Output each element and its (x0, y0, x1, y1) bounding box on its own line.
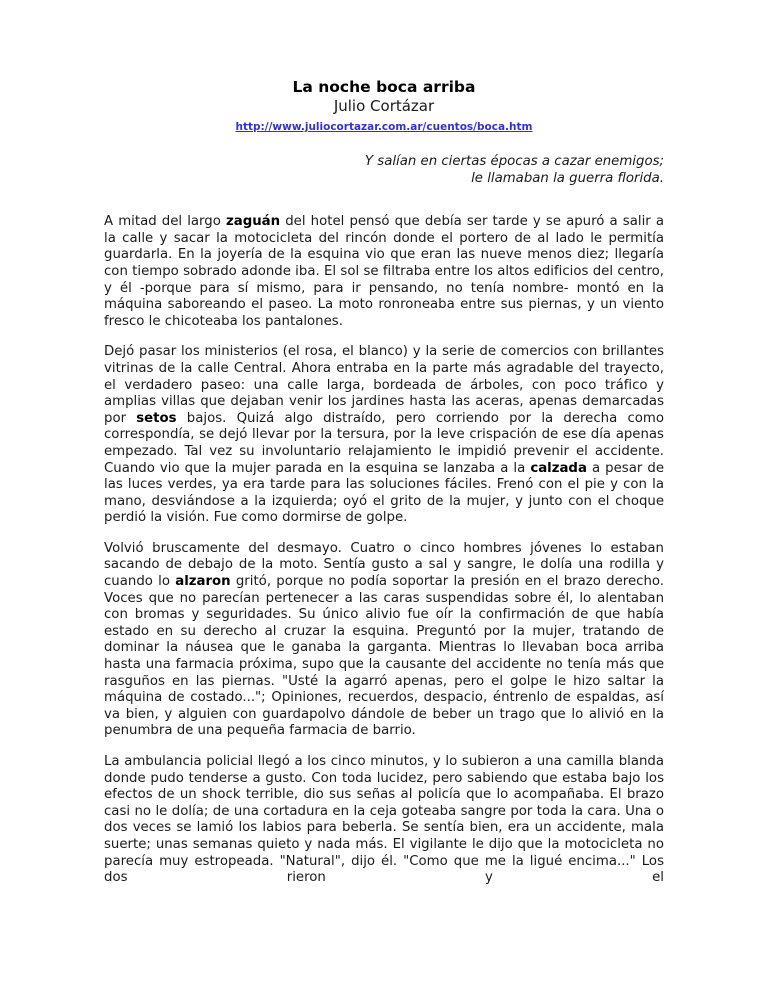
epigraph-line-2: le llamaban la guerra florida. (471, 170, 664, 186)
bold-term: calzada (530, 460, 587, 476)
source-url-link[interactable]: http://www.juliocortazar.com.ar/cuentos/boca.htm (235, 121, 533, 133)
text-run: del hotel pensó que debía ser tarde y se apuró a salir a la calle y sacar la motocicleta del rincón donde el portero de al lado le permitía guardarla. En la joyería de la esquina vio que eran las nueve menos diez; llegaría con tiempo sobrado adonde iba. El sol se filtraba entre los altos edificios del centro, y él -porque para sí mismo, para ir pensando, no tenía nombre- montó en la máquina saboreando el paseo. La moto ronroneaba entre sus piernas, y un viento fresco le chicoteaba los pantalones. (104, 214, 664, 329)
doc-header (104, 78, 664, 134)
text-run: La ambulancia policial llegó a los cinco minutos, y lo subieron a una camilla blanda donde pudo tenderse a gusto. Con toda lucidez, pero sabiendo que estaba bajo los efectos de un shock terrible, dio sus señas al policía que lo acompañaba. El brazo casi no le dolía; de una cortadura en la ceja goteaba sangre por toda la cara. Una o dos veces se lamió los labios para beberla. Se sentía bien, era un accidente, mala suerte; unas semanas quieto y nada más. El vigilante le dijo que la motocicleta no parecía muy estropeada. "Natural", dijo él. "Como que me la ligué encima..." Los dos rieron y el (104, 754, 664, 886)
text-run: A mitad del largo (104, 214, 226, 230)
story-paragraph (104, 754, 664, 887)
story-body (104, 214, 664, 887)
text-run: bajos. Quizá algo distraído, pero corriendo por la derecha como correspondía, se dejó llevar por la tersura, por la leve crispación de ese día apenas empezado. Tal vez su involuntario relajamiento le impidió prevenir el accidente. Cuando vio que la mujer parada en la esquina se lanzaba a la (104, 410, 664, 476)
bold-term: zaguán (225, 214, 281, 230)
story-paragraph (104, 214, 664, 330)
source-url-row (104, 115, 664, 134)
text-run: a pesar de las luces verdes, ya era tarde para las soluciones fáciles. Frenó con el pie y con la mano, desviándose a la izquierda; oyó el grito de la mujer, y junto con el choque perdió la visión. Fue como dormirse de golpe. (104, 460, 664, 526)
text-run: gritó, porque no podía soportar la presión en el brazo derecho. Voces que no parecían pertenecer a las caras suspendidas sobre él, lo alentaban con bromas y seguridades. Su único alivio fue oír la confirmación de que había estado en su derecho al cruzar la esquina. Preguntó por la mujer, tratando de dominar la náusea que le ganaba la garganta. Mientras lo llevaban boca arriba hasta una farmacia próxima, supo que la causante del accidente no tenía más que rasguños en las piernas. "Usté la agarró apenas, pero el golpe le hizo saltar la máquina de costado..."; Opiniones, recuerdos, despacio, éntrenlo de espaldas, así va bien, y alguien con guardapolvo dándole de beber un trago que lo alivió en la penumbra de una pequeña farmacia de barrio. (104, 574, 664, 739)
bold-term: alzaron (175, 574, 231, 590)
epigraph (104, 154, 664, 187)
story-title: La noche boca arriba (292, 78, 476, 96)
story-author: Julio Cortázar (333, 97, 435, 115)
text-run: Dejó pasar los ministerios (el rosa, el blanco) y la serie de comercios con brillantes vitrinas de la calle Central. Ahora entraba en la parte más agradable del trayecto, el verdadero paseo: una calle larga, bordeada de árboles, con poco tráfico y amplias villas que dejaban venir los jardines hasta las aceras, apenas demarcadas por (104, 344, 664, 426)
text-run: Volvió bruscamente del desmayo. Cuatro o cinco hombres jóvenes lo estaban sacando de debajo de la moto. Sentía gusto a sal y sangre, le dolía una rodilla y cuando lo (104, 540, 664, 590)
epigraph-line-1: Y salían en ciertas épocas a cazar enemigos; (364, 154, 664, 169)
story-paragraph (104, 541, 664, 740)
bold-term: setos (136, 410, 177, 426)
story-paragraph (104, 344, 664, 527)
